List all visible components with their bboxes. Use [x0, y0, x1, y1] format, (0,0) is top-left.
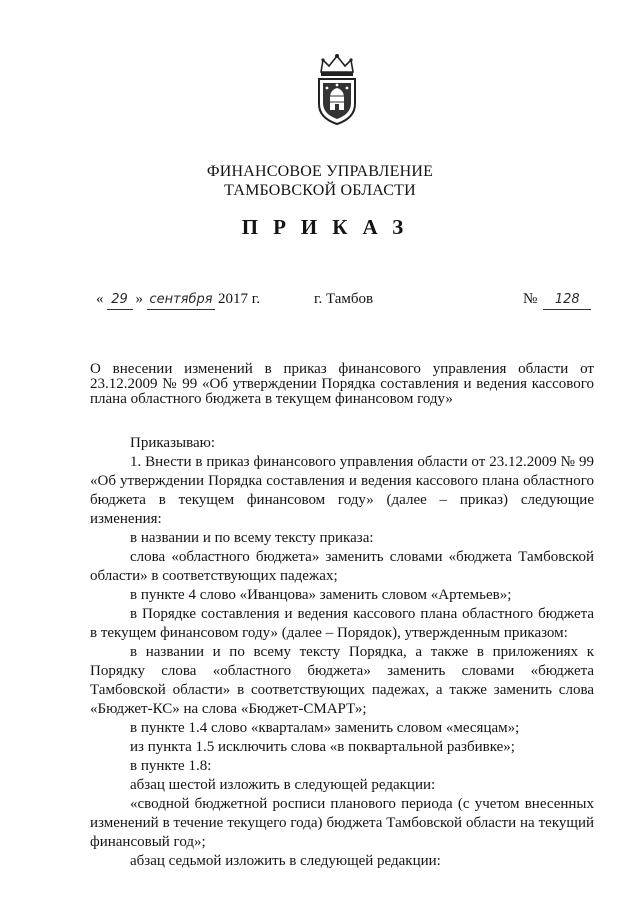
- handwritten-day: 29: [107, 291, 133, 310]
- body-paragraph: абзац шестой изложить в следующей редакции:: [130, 777, 436, 793]
- body-paragraph: из пункта 1.5 исключить слова «в поквартальной разбивке»;: [130, 739, 515, 755]
- handwritten-number: 128: [543, 291, 591, 310]
- number-label: №: [523, 291, 538, 307]
- document-city: г. Тамбов: [314, 291, 374, 307]
- body-paragraph: в пункте 1.8:: [130, 758, 212, 774]
- body-paragraph: 1. Внести в приказ финансового управления области от 23.12.2009 № 99 «Об утверждении Порядка составления и ведения кассового плана областного бюджета в текущем финансовом году» (далее – приказ) следующие изменения:: [90, 454, 594, 527]
- document-number: [523, 290, 591, 310]
- body-paragraph: «сводной бюджетной росписи планового периода (с учетом внесенных изменений в течение текущего года) бюджета Тамбовской области на текущий финансовый год»;: [90, 796, 594, 850]
- body-paragraph: в Порядке составления и ведения кассового плана областного бюджета в текущем финансовом году» (далее – Порядок), утвержденным приказом:: [90, 606, 594, 641]
- order-body: [90, 434, 594, 871]
- body-paragraph: в пункте 1.4 слово «кварталам» заменить словом «месяцам»;: [130, 720, 520, 736]
- body-paragraph: Приказываю:: [130, 435, 215, 451]
- body-paragraph: слова «областного бюджета» заменить словами «бюджета Тамбовской области» в соответствующих падежах;: [90, 549, 594, 584]
- handwritten-month: сентября: [147, 291, 215, 310]
- subject-line: О внесении изменений в приказ финансового управления области от: [90, 361, 594, 377]
- body-paragraph: в пункте 4 слово «Иванцова» заменить словом «Артемьев»;: [130, 587, 512, 603]
- organization-name-line2: ТАМБОВСКОЙ ОБЛАСТИ: [224, 182, 416, 199]
- date-year: 2017 г.: [218, 291, 260, 307]
- date-close-quote: »: [135, 291, 143, 307]
- document-type-title: ПРИКАЗ: [241, 215, 419, 239]
- date-open-quote: «: [96, 291, 104, 307]
- body-paragraph: в названии и по всему тексту Порядка, а также в приложениях к Порядку слова «областного бюджета» заменить словами «бюджета Тамбовской области» в соответствующих падежах, а также заменить слова «Бюджет-КС» на слова «Бюджет-СМАРТ»;: [90, 644, 594, 717]
- subject-line: 23.12.2009 № 99 «Об утверждении Порядка составления и ведения кассового: [90, 376, 594, 392]
- document-date: [96, 290, 260, 310]
- organization-name-line1: ФИНАНСОВОЕ УПРАВЛЕНИЕ: [206, 163, 434, 180]
- body-paragraph: в названии и по всему тексту приказа:: [130, 530, 374, 546]
- coat-of-arms-icon: [312, 52, 362, 127]
- subject-line: плана областного бюджета в текущем финансовом году»: [90, 391, 453, 407]
- order-subject: [90, 362, 594, 407]
- body-paragraph: абзац седьмой изложить в следующей редакции:: [130, 853, 441, 869]
